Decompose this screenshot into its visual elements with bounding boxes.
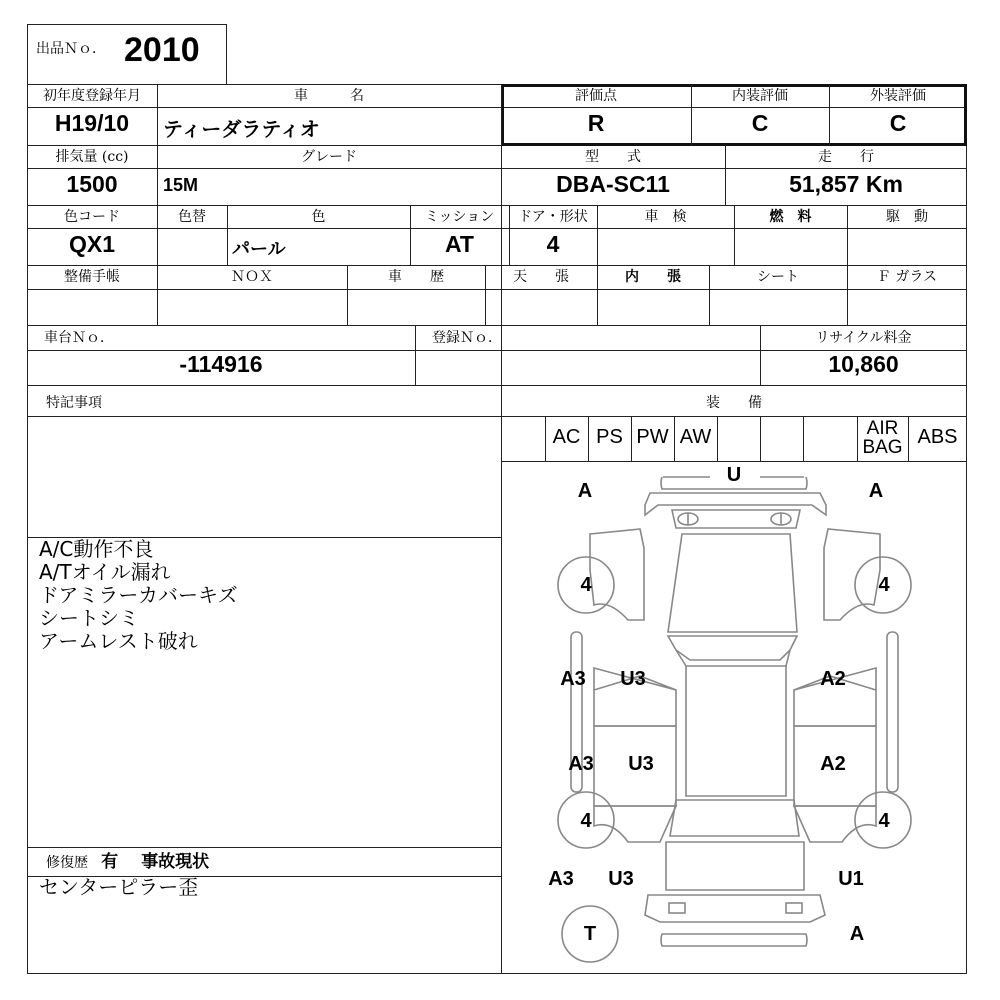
mark-right-rear: U1 <box>838 868 864 890</box>
score-label: 評価点 <box>575 88 617 104</box>
repair-row <box>46 851 209 873</box>
cc-label: 排気量 (cc) <box>55 149 129 165</box>
model-value: DBA-SC11 <box>556 171 670 197</box>
car-diagram <box>501 461 967 974</box>
chassis-value: -114916 <box>179 351 263 377</box>
equipment-blank <box>717 417 760 461</box>
rule <box>27 168 967 169</box>
equipment-label: 装 備 <box>706 395 762 411</box>
repair-note-line: センターピラー歪 <box>39 875 199 899</box>
rule <box>415 325 416 386</box>
rule <box>27 289 967 290</box>
drive-label: 駆 動 <box>886 209 928 225</box>
exterior-value: C <box>889 110 907 136</box>
interior-value: C <box>751 110 769 136</box>
repair-value: 有 <box>101 852 119 872</box>
mark-rl-tire: 4 <box>580 810 592 832</box>
inspection-label: 車 検 <box>644 209 687 225</box>
equipment-aw: AW <box>679 426 712 448</box>
mark-left-rear-door-inner: U3 <box>628 753 654 775</box>
mark-front-left: A <box>577 480 593 502</box>
equipment-blank <box>760 417 803 461</box>
exterior-label: 外装評価 <box>870 88 926 104</box>
mark-left-rear-inner: U3 <box>608 868 634 890</box>
nox-label: ＮＯＸ <box>231 269 273 285</box>
mark-left-front-door-inner: U3 <box>620 668 646 690</box>
repaint-label: 色替 <box>178 209 206 225</box>
equipment-pw: PW <box>636 426 669 448</box>
notes-label: 特記事項 <box>46 395 102 411</box>
lot-label: 出品Ｎｏ． <box>36 41 106 57</box>
equipment-abs: ABS <box>917 426 958 448</box>
ceiling-label: 天 張 <box>513 269 569 285</box>
car-name-value: ティーダラティオ <box>163 119 320 141</box>
equipment-blank <box>803 417 857 461</box>
fuel-label: 燃 料 <box>769 209 812 225</box>
notes-list <box>39 538 238 653</box>
mark-rr-tire: 4 <box>878 810 890 832</box>
repair-notes <box>39 876 198 899</box>
equipment-blank <box>501 417 545 461</box>
color-value: パール <box>232 239 286 259</box>
history-label: 車 歴 <box>388 269 444 285</box>
reg-date-value: H19/10 <box>54 110 130 136</box>
color-code-label: 色コード <box>64 209 120 225</box>
cc-value: 1500 <box>66 171 118 197</box>
maintenance-label: 整備手帳 <box>64 269 120 285</box>
rule <box>27 847 501 848</box>
mark-left-rear-outer: A3 <box>548 868 574 890</box>
reg-no-label: 登録Ｎｏ． <box>432 330 502 346</box>
mission-value: AT <box>445 231 474 257</box>
mark-fl-tire: 4 <box>580 574 592 596</box>
rule <box>27 228 967 229</box>
note-line: A/C動作不良 <box>39 537 154 561</box>
equipment-ps: PS <box>596 426 623 448</box>
mark-spare-tire: T <box>583 923 597 945</box>
mark-front-right: A <box>868 480 884 502</box>
rule <box>27 325 967 326</box>
reg-date-label: 初年度登録年月 <box>43 88 141 104</box>
note-line: シートシミ <box>39 606 139 630</box>
mileage-label: 走 行 <box>818 149 874 165</box>
rule <box>27 385 967 386</box>
recycle-value: 10,860 <box>828 351 899 377</box>
interior-trim-label: 内 張 <box>625 269 681 285</box>
note-line: アームレスト破れ <box>39 629 198 653</box>
recycle-label: リサイクル料金 <box>815 330 912 346</box>
lot-box <box>27 24 227 85</box>
model-label: 型 式 <box>585 149 641 165</box>
door-value: 4 <box>546 231 560 257</box>
equipment-airbag: AIR BAG <box>862 418 903 458</box>
grade-value: 15M <box>163 175 199 195</box>
color-label: 色 <box>311 209 326 225</box>
mark-right-front-door: A2 <box>820 668 846 690</box>
chassis-label: 車台Ｎｏ． <box>44 330 114 346</box>
interior-label: 内装評価 <box>732 88 788 104</box>
lot-number: 2010 <box>124 31 200 69</box>
score-value: R <box>587 110 605 136</box>
mark-right-rear-door: A2 <box>820 753 846 775</box>
door-label: ドア・形状 <box>518 209 588 225</box>
color-code-value: QX1 <box>68 231 116 257</box>
mileage-value: 51,857 Km <box>789 171 903 197</box>
rule <box>27 265 967 266</box>
note-line: A/Tオイル漏れ <box>39 560 171 584</box>
seat-label: シート <box>757 269 799 285</box>
mark-left-rear-door-outer: A3 <box>568 753 594 775</box>
accident-label: 事故現状 <box>141 852 210 872</box>
mark-fr-tire: 4 <box>878 574 890 596</box>
car-name-label: 車 名 <box>294 88 364 104</box>
note-line: ドアミラーカバーキズ <box>39 583 238 607</box>
front-glass-label: Ｆ ガラス <box>876 269 938 285</box>
rule <box>27 205 967 206</box>
mark-left-front-door-outer: A3 <box>560 668 586 690</box>
mark-rear-right: A <box>849 923 865 945</box>
grade-label: グレード <box>301 149 357 165</box>
mission-label: ミッション <box>424 209 495 225</box>
repair-label: 修復歴 <box>46 855 88 871</box>
mark-front-center: U <box>726 464 742 486</box>
equipment-ac: AC <box>552 426 581 448</box>
